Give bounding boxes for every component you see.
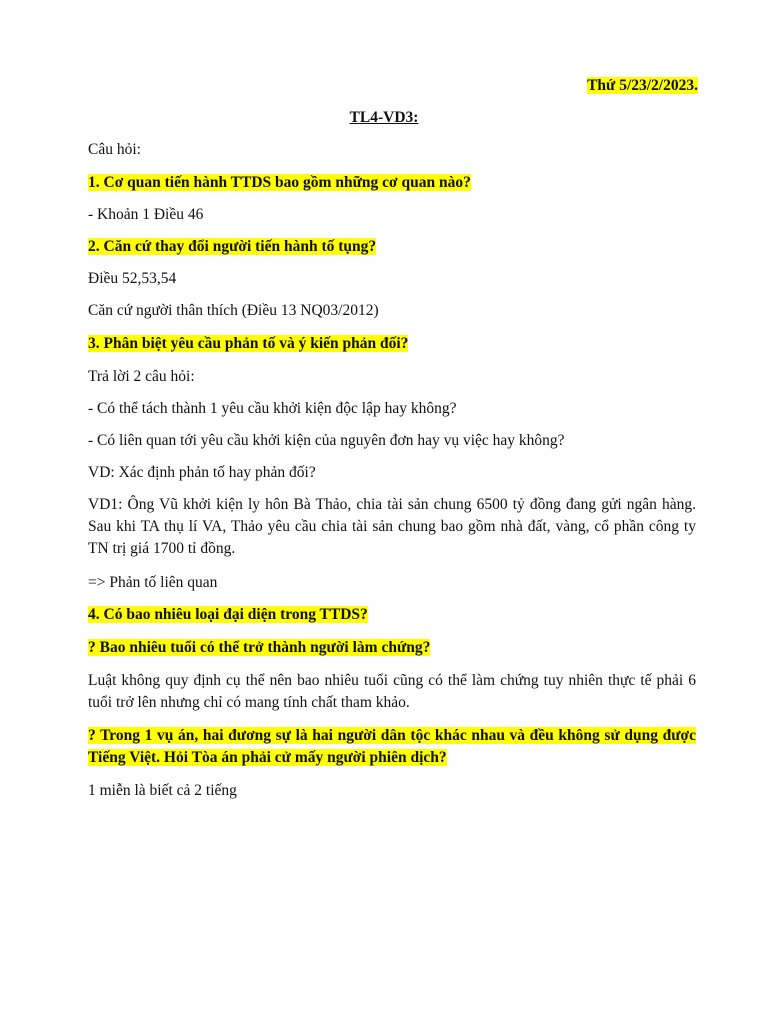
answer-2-line-1: Điều 52,53,54	[88, 270, 177, 287]
question-6	[88, 725, 696, 769]
question-5	[88, 637, 696, 659]
example-label: VD: Xác định phản tố hay phản đối?	[88, 464, 316, 481]
answer-3-point-2: - Có liên quan tới yêu cầu khởi kiện của nguyên đơn hay vụ việc hay không?	[88, 432, 565, 449]
question-1	[88, 172, 696, 194]
question-1-text: 1. Cơ quan tiến hành TTDS bao gồm những cơ quan nào?	[88, 174, 471, 191]
question-2	[88, 236, 696, 258]
question-6-text: ? Trong 1 vụ án, hai đương sự là hai người dân tộc khác nhau và đều không sử dụng được Tiếng Việt. Hỏi Tòa án phải cử mấy người phiên dịch?	[88, 727, 696, 766]
question-5-text: ? Bao nhiêu tuổi có thể trở thành người làm chứng?	[88, 639, 431, 656]
answer-6: 1 miễn là biết cả 2 tiếng	[88, 782, 237, 799]
document-title: TL4-VD3:	[349, 109, 419, 126]
answer-3-point-1: - Có thể tách thành 1 yêu cầu khởi kiện độc lập hay không?	[88, 400, 457, 417]
answer-2-line-2: Căn cứ người thân thích (Điều 13 NQ03/2012)	[88, 302, 379, 319]
answer-1: - Khoản 1 Điều 46	[88, 206, 204, 223]
document-date	[587, 75, 698, 97]
example-1-result: => Phản tố liên quan	[88, 574, 218, 591]
question-2-text: 2. Căn cứ thay đổi người tiến hành tố tụng?	[88, 238, 377, 255]
example-1: VD1: Ông Vũ khởi kiện ly hôn Bà Thảo, chia tài sản chung 6500 tỷ đồng đang gửi ngân hàng. Sau khi TA thụ lí VA, Thảo yêu cầu chia tài sản chung bao gồm nhà đất, vàng, cổ phần công ty TN trị giá 1700 tỉ đồng.	[88, 496, 696, 557]
question-3	[88, 333, 696, 355]
answer-3-intro: Trả lời 2 câu hỏi:	[88, 368, 195, 385]
date-highlight: Thứ 5/23/2/2023.	[587, 77, 698, 94]
questions-label: Câu hỏi:	[88, 141, 141, 158]
question-4	[88, 604, 696, 626]
question-3-text: 3. Phân biệt yêu cầu phản tố và ý kiến phản đối?	[88, 335, 409, 352]
answer-5: Luật không quy định cụ thể nên bao nhiêu tuổi cũng có thể làm chứng tuy nhiên thực tế phải 6 tuổi trở lên nhưng chỉ có mang tính chất tham khảo.	[88, 672, 696, 711]
question-4-text: 4. Có bao nhiêu loại đại diện trong TTDS?	[88, 606, 368, 623]
